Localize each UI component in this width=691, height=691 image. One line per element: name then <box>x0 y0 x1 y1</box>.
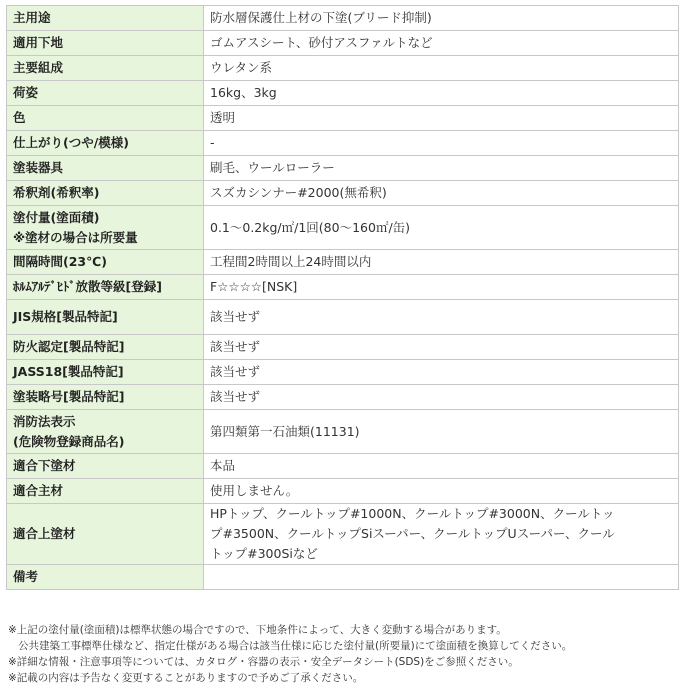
spec-row <box>7 454 679 479</box>
spec-value <box>204 6 679 31</box>
spec-value <box>204 410 679 454</box>
spec-label-line: 色 <box>13 110 26 125</box>
spec-label <box>7 335 204 360</box>
spec-value <box>204 454 679 479</box>
spec-value-line: F☆☆☆☆[NSK] <box>210 279 298 294</box>
spec-table-body <box>7 6 679 590</box>
spec-value-line: 該当せず <box>210 364 261 379</box>
note-item: ※上記の塗付量(塗面積)は標準状態の場合ですので、下地条件によって、大きく変動する場合があります。 <box>8 624 507 636</box>
spec-label <box>7 6 204 31</box>
spec-label-line: JASS18[製品特記] <box>13 364 124 379</box>
spec-label-line: 消防法表示 <box>13 413 76 429</box>
spec-value-line: スズカシンナー#2000(無希釈) <box>210 185 387 200</box>
spec-label <box>7 479 204 504</box>
spec-row <box>7 131 679 156</box>
spec-row <box>7 81 679 106</box>
spec-row <box>7 385 679 410</box>
spec-label <box>7 131 204 156</box>
spec-row <box>7 360 679 385</box>
note-item: ※記載の内容は予告なく変更することがありますので予めご了承ください。 <box>8 672 364 684</box>
spec-label-line: 荷姿 <box>13 85 39 100</box>
spec-row <box>7 335 679 360</box>
spec-value <box>204 335 679 360</box>
spec-label-line: ※塗材の場合は所要量 <box>13 229 138 245</box>
spec-label-line: ﾎﾙﾑｱﾙﾃﾞﾋﾄﾞ放散等級[登録] <box>13 279 162 294</box>
spec-value-line: 工程間2時間以上24時間以内 <box>210 254 372 269</box>
spec-label-line: 適合主材 <box>13 483 64 498</box>
spec-value-line: 使用しません。 <box>210 483 299 498</box>
spec-row <box>7 181 679 206</box>
spec-label-line: 主用途 <box>13 10 51 25</box>
spec-row <box>7 6 679 31</box>
spec-label-line: 間隔時間(23℃) <box>13 254 107 269</box>
spec-value <box>204 156 679 181</box>
spec-label-line: 希釈剤(希釈率) <box>13 185 100 200</box>
spec-value <box>204 385 679 410</box>
spec-value <box>204 250 679 275</box>
spec-value-line: HPトップ、クールトップ#1000N、クールトップ#3000N、クールトッ <box>210 506 615 521</box>
spec-label <box>7 156 204 181</box>
spec-value-line: 本品 <box>210 458 236 473</box>
spec-label <box>7 250 204 275</box>
spec-row <box>7 565 679 590</box>
spec-value-line: 該当せず <box>210 389 261 404</box>
spec-value <box>204 300 679 335</box>
spec-row <box>7 156 679 181</box>
spec-value <box>204 479 679 504</box>
spec-label <box>7 106 204 131</box>
note-item: 公共建築工事標準仕様など、指定仕様がある場合は該当仕様に応じた塗付量(所要量)にて塗面積を換算してください。 <box>18 640 573 652</box>
spec-row <box>7 300 679 335</box>
spec-row <box>7 504 679 565</box>
spec-value <box>204 504 679 565</box>
spec-row <box>7 479 679 504</box>
spec-label-line: 適合上塗材 <box>13 526 76 541</box>
spec-value-line: - <box>210 135 215 150</box>
spec-label <box>7 81 204 106</box>
spec-value-line: 16kg、3kg <box>210 85 277 100</box>
spec-label <box>7 56 204 81</box>
spec-value <box>204 56 679 81</box>
spec-value-line: 該当せず <box>210 339 261 354</box>
spec-label <box>7 181 204 206</box>
spec-label-line: 適合下塗材 <box>13 458 76 473</box>
spec-value <box>204 360 679 385</box>
spec-value-line: 防水層保護仕上材の下塗(ブリード抑制) <box>210 10 432 25</box>
spec-label-line: 塗装略号[製品特記] <box>13 389 125 404</box>
notes <box>8 622 683 686</box>
spec-row <box>7 206 679 250</box>
spec-label-line: 防火認定[製品特記] <box>13 339 125 354</box>
spec-label <box>7 410 204 454</box>
spec-label-line: 適用下地 <box>13 35 64 50</box>
spec-label-line: 備考 <box>13 569 39 584</box>
spec-value-line: 0.1～0.2kg/㎡/1回(80～160㎡/缶) <box>210 219 411 235</box>
spec-value-line: ゴムアスシート、砂付アスファルトなど <box>210 35 433 50</box>
spec-value-line: 透明 <box>210 110 236 125</box>
spec-label <box>7 360 204 385</box>
spec-value <box>204 106 679 131</box>
spec-label-line: 塗付量(塗面積) <box>13 209 100 225</box>
spec-value-line: 該当せず <box>210 309 261 324</box>
spec-table <box>6 5 679 590</box>
spec-value-line: プ#3500N、クールトップSiスーパー、クールトップUスーパー、クール <box>210 526 615 541</box>
spec-label <box>7 31 204 56</box>
spec-label <box>7 504 204 565</box>
spec-value-line: ウレタン系 <box>210 60 273 75</box>
spec-row <box>7 56 679 81</box>
spec-row <box>7 410 679 454</box>
spec-row <box>7 275 679 300</box>
note-item: ※詳細な情報・注意事項等については、カタログ・容器の表示・安全データシート(SDS)をご参照ください。 <box>8 656 519 668</box>
spec-label-line: 主要組成 <box>13 60 64 75</box>
spec-row <box>7 31 679 56</box>
spec-label-line: 塗装器具 <box>13 160 64 175</box>
spec-label <box>7 385 204 410</box>
spec-value <box>204 275 679 300</box>
spec-label <box>7 565 204 590</box>
spec-row <box>7 106 679 131</box>
spec-value-line: トップ#300Siなど <box>210 546 318 561</box>
spec-value <box>204 131 679 156</box>
spec-value-line: 刷毛、ウールローラー <box>210 160 335 175</box>
spec-value <box>204 31 679 56</box>
spec-label <box>7 454 204 479</box>
spec-row <box>7 250 679 275</box>
spec-label <box>7 206 204 250</box>
spec-value <box>204 81 679 106</box>
spec-label-line: JIS規格[製品特記] <box>13 309 118 324</box>
spec-label <box>7 300 204 335</box>
spec-value-line: 第四類第一石油類(11131) <box>210 423 360 439</box>
spec-label-line: 仕上がり(つや/模様) <box>13 135 129 150</box>
spec-label <box>7 275 204 300</box>
spec-value <box>204 565 679 590</box>
spec-label-line: (危険物登録商品名) <box>13 433 125 449</box>
spec-value <box>204 181 679 206</box>
spec-value <box>204 206 679 250</box>
